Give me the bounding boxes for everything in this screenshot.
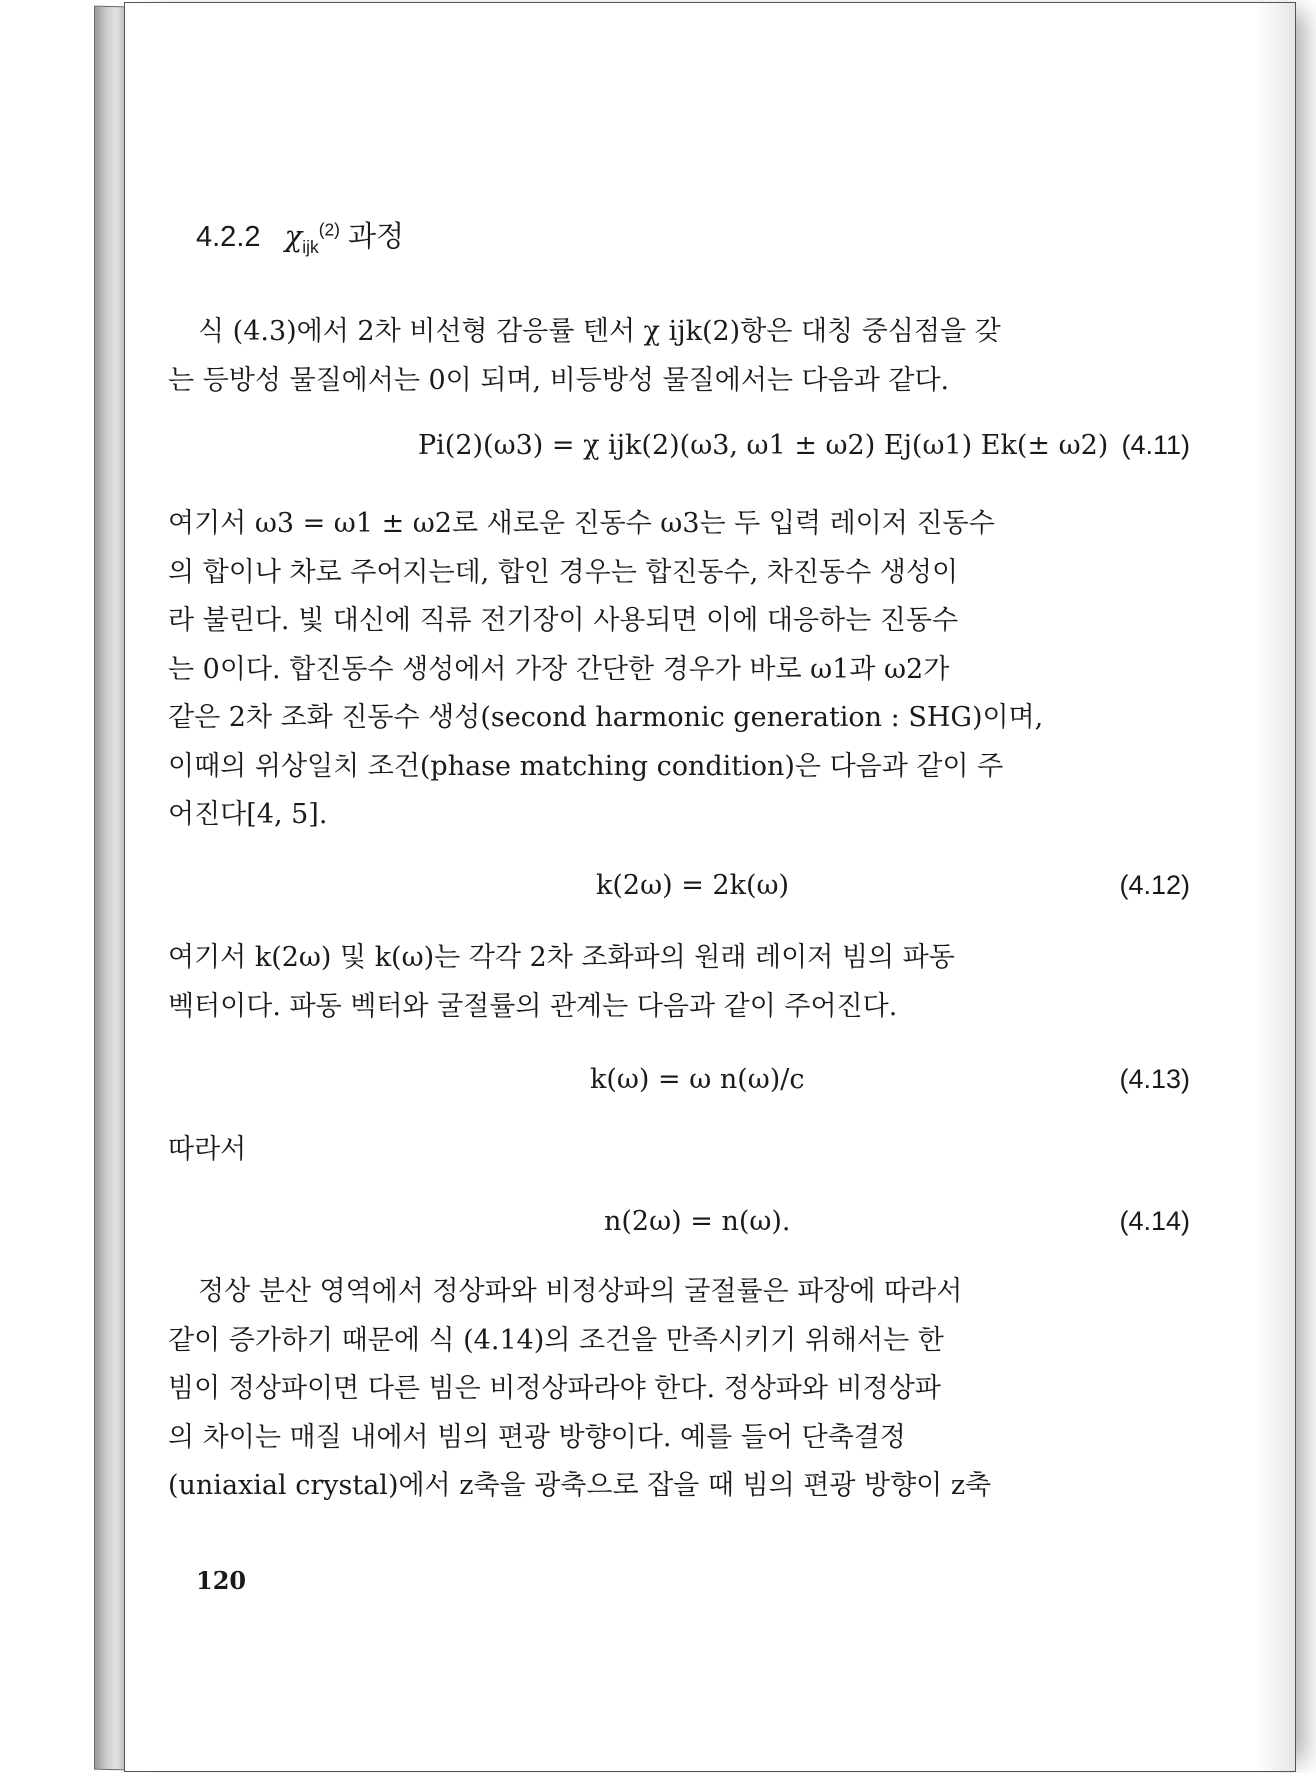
equation-4-11: Pi(2)(ω3) = χ ijk(2)(ω3, ω1 ± ω2) Ej(ω1) Ek(± ω2)	[418, 430, 1109, 461]
para2-line-7: 어진다[4, 5].	[168, 799, 328, 830]
para5-line-4: 의 차이는 매질 내에서 빔의 편광 방향이다. 예를 들어 단축결정	[168, 1421, 906, 1453]
equation-4-13: k(ω) = ω n(ω)/c	[590, 1064, 805, 1095]
equation-number-4-13: (4.13)	[1119, 1064, 1190, 1094]
paragraph-5	[168, 1268, 1184, 1511]
para2-line-1: 여기서 ω3 = ω1 ± ω2로 새로운 진동수 ω3는 두 입력 레이저 진동수	[168, 508, 995, 539]
para3-line-2: 벡터이다. 파동 벡터와 굴절률의 관계는 다음과 같이 주어진다.	[168, 990, 898, 1022]
para2-line-4: 는 0이다. 합진동수 생성에서 가장 간단한 경우가 바로 ω1과 ω2가	[168, 653, 950, 685]
para4-text: 따라서	[168, 1134, 247, 1165]
section-number: 4.2.2	[196, 221, 261, 253]
para5-line-3: 빔이 정상파이면 다른 빔은 비정상파라야 한다. 정상파와 비정상파	[168, 1373, 941, 1404]
paragraph-1	[168, 308, 1184, 405]
para2-line-6: 이때의 위상일치 조건(phase matching condition)은 다음과 같이 주	[168, 750, 1004, 782]
para5-line-2: 같이 증가하기 때문에 식 (4.14)의 조건을 만족시키기 위해서는 한	[168, 1324, 944, 1356]
paragraph-3	[168, 934, 1184, 1031]
para3-line-1: 여기서 k(2ω) 및 k(ω)는 각각 2차 조화파의 원래 레이저 빔의 파동	[168, 942, 955, 973]
section-title-word: 과정	[348, 221, 405, 253]
para2-line-3: 라 불린다. 빛 대신에 직류 전기장이 사용되면 이에 대응하는 진동수	[168, 605, 959, 636]
equation-number-4-11: (4.11)	[1121, 430, 1190, 460]
equation-4-12: k(2ω) = 2k(ω)	[596, 870, 790, 901]
page-number: 120	[196, 1566, 247, 1595]
para2-line-5: 같은 2차 조화 진동수 생성(second harmonic generation : SHG)이며,	[168, 702, 1044, 733]
paragraph-2	[168, 500, 1184, 840]
para1-line-1: 식 (4.3)에서 2차 비선형 감응률 텐서 χ ijk(2)항은 대칭 중심점을 갖	[198, 316, 1001, 347]
para1-line-2: 는 등방성 물질에서는 0이 되며, 비등방성 물질에서는 다음과 같다.	[168, 364, 950, 396]
chi-subscript: ijk	[302, 236, 319, 257]
para5-line-5: (uniaxial crystal)에서 z축을 광축으로 잡을 때 빔의 편광 방향이 z축	[168, 1470, 992, 1501]
para2-line-2: 의 합이나 차로 주어지는데, 합인 경우는 합진동수, 차진동수 생성이	[168, 556, 959, 588]
equation-number-4-12: (4.12)	[1119, 870, 1190, 900]
paragraph-4	[168, 1126, 1184, 1175]
equation-4-14: n(2ω) = n(ω).	[604, 1206, 791, 1237]
equation-number-4-14: (4.14)	[1119, 1206, 1190, 1236]
chi-symbol: χ	[284, 219, 303, 253]
para5-line-1: 정상 분산 영역에서 정상파와 비정상파의 굴절률은 파장에 따라서	[198, 1276, 963, 1307]
section-heading	[196, 214, 404, 258]
chi-superscript: (2)	[318, 219, 340, 240]
